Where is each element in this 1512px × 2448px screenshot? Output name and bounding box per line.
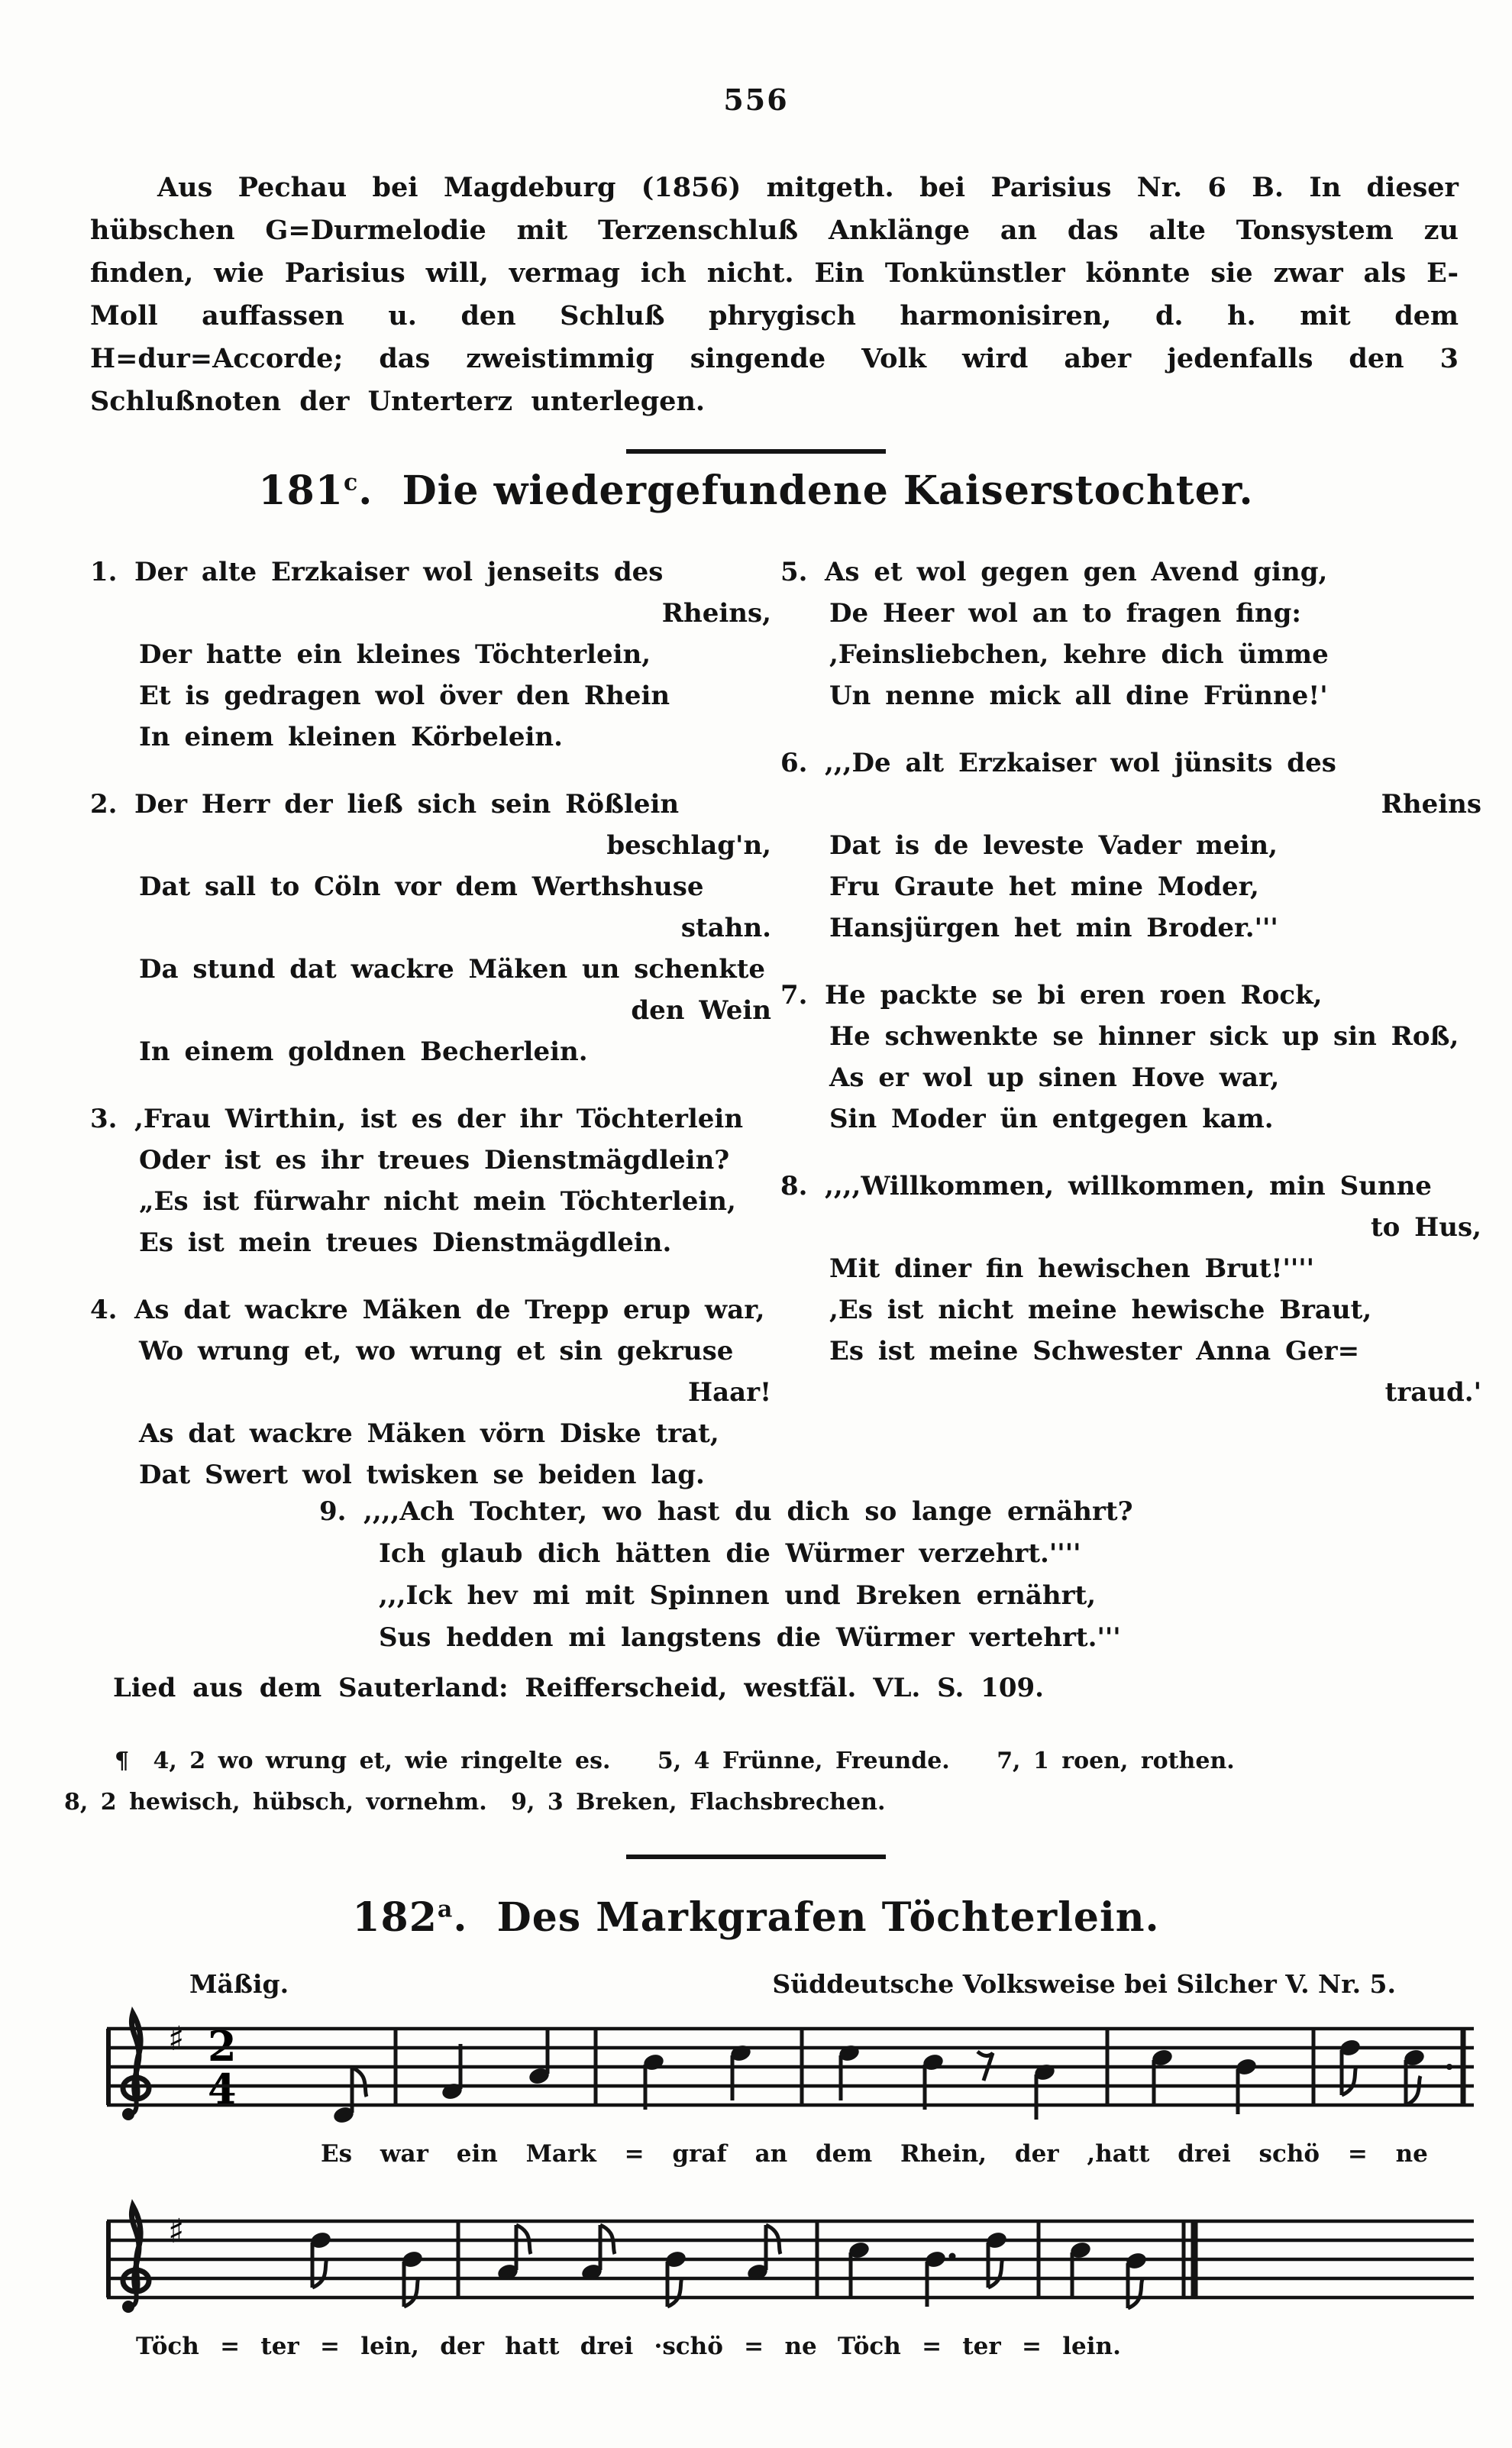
note xyxy=(1151,2048,1174,2105)
verse-line: ,,,Ick hev mi mit Spinnen und Breken ernährt, xyxy=(379,1580,1097,1611)
verse-line xyxy=(780,975,1481,1016)
verse-number: 1. xyxy=(90,557,118,587)
verse-line: Fru Graute het mine Moder, xyxy=(829,872,1259,902)
verse-line xyxy=(90,784,771,825)
note-flag xyxy=(1342,2066,1356,2095)
verse-number: 3. xyxy=(90,1104,118,1134)
verse-line xyxy=(90,1098,771,1140)
melody-attribution: Süddeutsche Volksweise bei Silcher V. Nr. 5. xyxy=(772,1969,1396,1999)
verse-line: beschlag'n, xyxy=(606,830,771,861)
note xyxy=(332,2068,367,2125)
lyric-word: Töch xyxy=(136,2333,199,2360)
verse-number: 2. xyxy=(90,789,118,820)
verse-line xyxy=(90,1289,771,1331)
lyric-word: = xyxy=(1347,2140,1368,2168)
note-flag xyxy=(988,2259,1003,2288)
verse-4 xyxy=(90,1289,771,1496)
verse-line xyxy=(90,551,771,593)
note-flag xyxy=(404,2278,418,2307)
lyric-word: ne xyxy=(784,2333,817,2360)
lyric-word: hatt xyxy=(505,2333,560,2360)
lyric-word: Mark xyxy=(525,2140,596,2168)
verse-number: 8. xyxy=(780,1171,808,1201)
source-citation: Lied aus dem Sauterland: Reifferscheid, westfäl. VL. S. 109. xyxy=(113,1673,1044,1703)
verse-line: As er wol up sinen Hove war, xyxy=(829,1062,1280,1093)
verse-line: Et is gedragen wol över den Rhein xyxy=(139,681,670,711)
verse-line: den Wein xyxy=(631,995,771,1026)
lyrics-line-1 xyxy=(321,2140,1428,2168)
lyric-word: der xyxy=(440,2333,484,2360)
verse-line: to Hus, xyxy=(1370,1212,1481,1243)
lyric-word: ne xyxy=(1395,2140,1428,2168)
verse-6 xyxy=(780,742,1481,949)
note xyxy=(1403,2048,1426,2105)
key-signature-sharp: ♯ xyxy=(168,2212,185,2251)
verse-text: As dat wackre Mäken de Trepp erup war, xyxy=(134,1295,765,1325)
verse-text: As et wol gegen gen Avend ging, xyxy=(825,557,1328,587)
verse-number: 5. xyxy=(780,557,808,587)
verses-right-column xyxy=(780,551,1481,1439)
song-181-title: 181$^c$. Die wiedergefundene Kaiserstochter. xyxy=(258,467,1254,514)
note-flag xyxy=(1128,2279,1142,2308)
verse-line: Es ist mein treues Dienstmägdlein. xyxy=(139,1227,672,1258)
lyric-word: = xyxy=(922,2333,942,2360)
lyric-word: schö xyxy=(1258,2140,1320,2168)
verse-line: Rheins, xyxy=(661,598,771,629)
verse-line: As dat wackre Mäken vörn Diske trat, xyxy=(139,1418,719,1449)
note xyxy=(580,2225,615,2282)
verse-9-block xyxy=(319,1491,1274,1685)
verse-7 xyxy=(780,975,1481,1140)
verse-line: Sus hedden mi langstens die Würmer vertehrt.''' xyxy=(379,1622,1121,1653)
song-181-number: 181 xyxy=(258,467,344,514)
verse-line: Hansjürgen het min Broder.''' xyxy=(829,913,1278,943)
lyric-word: Es xyxy=(321,2140,353,2168)
lyric-word: lein, xyxy=(360,2333,419,2360)
verse-text: ,,,,Willkommen, willkommen, min Sunne xyxy=(825,1171,1432,1201)
verse-line: In einem kleinen Körbelein. xyxy=(139,722,563,752)
verse-line: Der hatte ein kleines Töchterlein, xyxy=(139,639,651,670)
note xyxy=(729,2043,753,2100)
lyric-word: = xyxy=(624,2140,645,2168)
lyric-word: ein xyxy=(456,2140,498,2168)
lyric-word: ,hatt xyxy=(1087,2140,1150,2168)
note xyxy=(848,2240,871,2298)
verse-number: 4. xyxy=(90,1295,118,1325)
verse-line: ,Feinsliebchen, kehre dich ümme xyxy=(829,639,1329,670)
lyric-word: Rhein, xyxy=(900,2140,987,2168)
verse-5 xyxy=(780,551,1481,716)
verse-line: He schwenkte se hinner sick up sin Roß, xyxy=(829,1021,1459,1052)
song-182-number: 182 xyxy=(352,1894,438,1941)
note-flag xyxy=(1406,2076,1420,2105)
note-flag xyxy=(667,2278,682,2307)
note xyxy=(528,2029,551,2086)
song-182-name: Des Markgrafen Töchterlein. xyxy=(496,1894,1160,1941)
lyric-word: lein. xyxy=(1062,2333,1121,2360)
intro-text: Aus Pechau bei Magdeburg (1856) mitgeth. bei Parisius Nr. 6 B. In dieser hübschen G=Durmelodie mit Terzenschluß Anklänge an das alte Tonsystem zu finden, wie Parisius will, vermag ich nicht. Ein Tonkünstler könnte sie zwar als E-Moll auffassen u. den Schluß phrygisch harmonisiren, d. h. mit dem H=dur=Accorde; das zweistimmig singende Volk wird aber jedenfalls den 3 Schlußnoten der Unterterz unterlegen. xyxy=(90,172,1459,417)
note xyxy=(496,2225,531,2282)
verse-1 xyxy=(90,551,771,758)
verse-line xyxy=(780,742,1481,784)
lyrics-line-2 xyxy=(136,2333,1121,2360)
verse-line: Ich glaub dich hätten die Würmer verzehrt.'''' xyxy=(379,1538,1081,1569)
page-number: 556 xyxy=(723,82,789,117)
verse-text: He packte se bi eren roen Rock, xyxy=(825,980,1323,1011)
verse-line: Wo wrung et, wo wrung et sin gekruse xyxy=(139,1336,734,1366)
song-182-letter: a xyxy=(437,1896,454,1923)
time-signature-lower: 4 xyxy=(208,2065,237,2113)
time-signature-upper: 2 xyxy=(208,2022,237,2071)
song-181-letter: c xyxy=(343,469,359,496)
verse-line xyxy=(780,551,1481,593)
verse-number: 7. xyxy=(780,980,808,1011)
lyric-word: an xyxy=(754,2140,788,2168)
verse-line: Haar! xyxy=(687,1377,771,1408)
verse-number: 9. xyxy=(319,1496,347,1527)
music-staff-1 xyxy=(92,2006,1489,2143)
note xyxy=(838,2043,861,2100)
song-181-name: Die wiedergefundene Kaiserstochter. xyxy=(402,467,1254,514)
verse-text: ,,,De alt Erzkaiser wol jünsits des xyxy=(825,748,1336,778)
section-divider xyxy=(626,1855,886,1859)
verse-line: In einem goldnen Becherlein. xyxy=(139,1036,588,1067)
verse-9 xyxy=(319,1491,1274,1659)
verse-line: Da stund dat wackre Mäken un schenkte xyxy=(139,954,766,985)
verse-line: Dat Swert wol twisken se beiden lag. xyxy=(139,1460,705,1490)
verse-line: „Es ist fürwahr nicht mein Töchterlein, xyxy=(139,1186,736,1217)
verses-left-column xyxy=(90,551,771,1522)
key-signature-sharp: ♯ xyxy=(168,2020,185,2058)
note xyxy=(746,2225,780,2282)
note xyxy=(1069,2240,1093,2298)
verse-text: ,Frau Wirthin, ist es der ihr Töchterlein xyxy=(134,1104,744,1134)
verse-line: Rheins xyxy=(1381,789,1481,820)
lyric-word: = xyxy=(1022,2333,1042,2360)
lyric-word: ter xyxy=(260,2333,299,2360)
footnotes-line-2: 8, 2 hewisch, hübsch, vornehm. 9, 3 Breken, Flachsbrechen. xyxy=(64,1789,886,1816)
lyric-word: ter xyxy=(962,2333,1001,2360)
verse-line xyxy=(319,1491,1274,1533)
note-flag xyxy=(312,2259,327,2288)
verse-text: Der Herr der ließ sich sein Rößlein xyxy=(134,789,680,820)
verse-line: Dat sall to Cöln vor dem Werthshuse xyxy=(139,872,704,902)
verse-3 xyxy=(90,1098,771,1263)
song-182-title: 182$^a$. Des Markgrafen Töchterlein. xyxy=(352,1894,1160,1941)
music-staff-2 xyxy=(92,2198,1489,2336)
intro-paragraph xyxy=(90,167,1459,423)
note xyxy=(642,2052,666,2110)
note xyxy=(922,2052,945,2110)
footnotes-line-1: ¶ 4, 2 wo wrung et, wie ringelte es. 5, 4 Frünne, Freunde. 7, 1 roen, rothen. xyxy=(115,1748,1235,1774)
verse-line: Dat is de leveste Vader mein, xyxy=(829,830,1278,861)
verse-line: De Heer wol an to fragen fing: xyxy=(829,598,1301,629)
verse-line: Un nenne mick all dine Frünne!' xyxy=(829,681,1328,711)
lyric-word: = xyxy=(320,2333,341,2360)
lyric-word: drei xyxy=(1178,2140,1231,2168)
verse-line: Es ist meine Schwester Anna Ger= xyxy=(829,1336,1360,1366)
verse-line: stahn. xyxy=(680,913,771,943)
tempo-marking: Mäßig. xyxy=(189,1969,289,1999)
verse-line: Oder ist es ihr treues Dienstmägdlein? xyxy=(139,1145,730,1175)
verse-line: Sin Moder ün entgegen kam. xyxy=(829,1104,1274,1134)
verse-line: ,Es ist nicht meine hewische Braut, xyxy=(829,1295,1372,1325)
section-divider xyxy=(626,449,886,454)
verse-8 xyxy=(780,1166,1481,1413)
verse-text: Der alte Erzkaiser wol jenseits des xyxy=(134,557,664,587)
lyric-word: dem xyxy=(815,2140,873,2168)
music-header-line xyxy=(189,1969,1442,1999)
note-flag xyxy=(352,2068,367,2097)
lyric-word: graf xyxy=(672,2140,727,2168)
lyric-word: der xyxy=(1014,2140,1059,2168)
verse-2 xyxy=(90,784,771,1072)
verse-number: 6. xyxy=(780,748,808,778)
lyric-word: ·schö xyxy=(654,2333,723,2360)
verse-line: Mit diner fin hewischen Brut!'''' xyxy=(829,1253,1315,1284)
lyric-word: Töch xyxy=(837,2333,901,2360)
verse-line: traud.' xyxy=(1384,1377,1481,1408)
verse-line xyxy=(780,1166,1481,1207)
lyric-word: = xyxy=(220,2333,241,2360)
lyric-word: drei xyxy=(580,2333,634,2360)
verse-text: ,,,,Ach Tochter, wo hast du dich so lange ernährt? xyxy=(363,1496,1133,1527)
lyric-word: = xyxy=(744,2333,764,2360)
note xyxy=(441,2044,464,2101)
note xyxy=(1033,2062,1057,2120)
lyric-word: war xyxy=(380,2140,428,2168)
